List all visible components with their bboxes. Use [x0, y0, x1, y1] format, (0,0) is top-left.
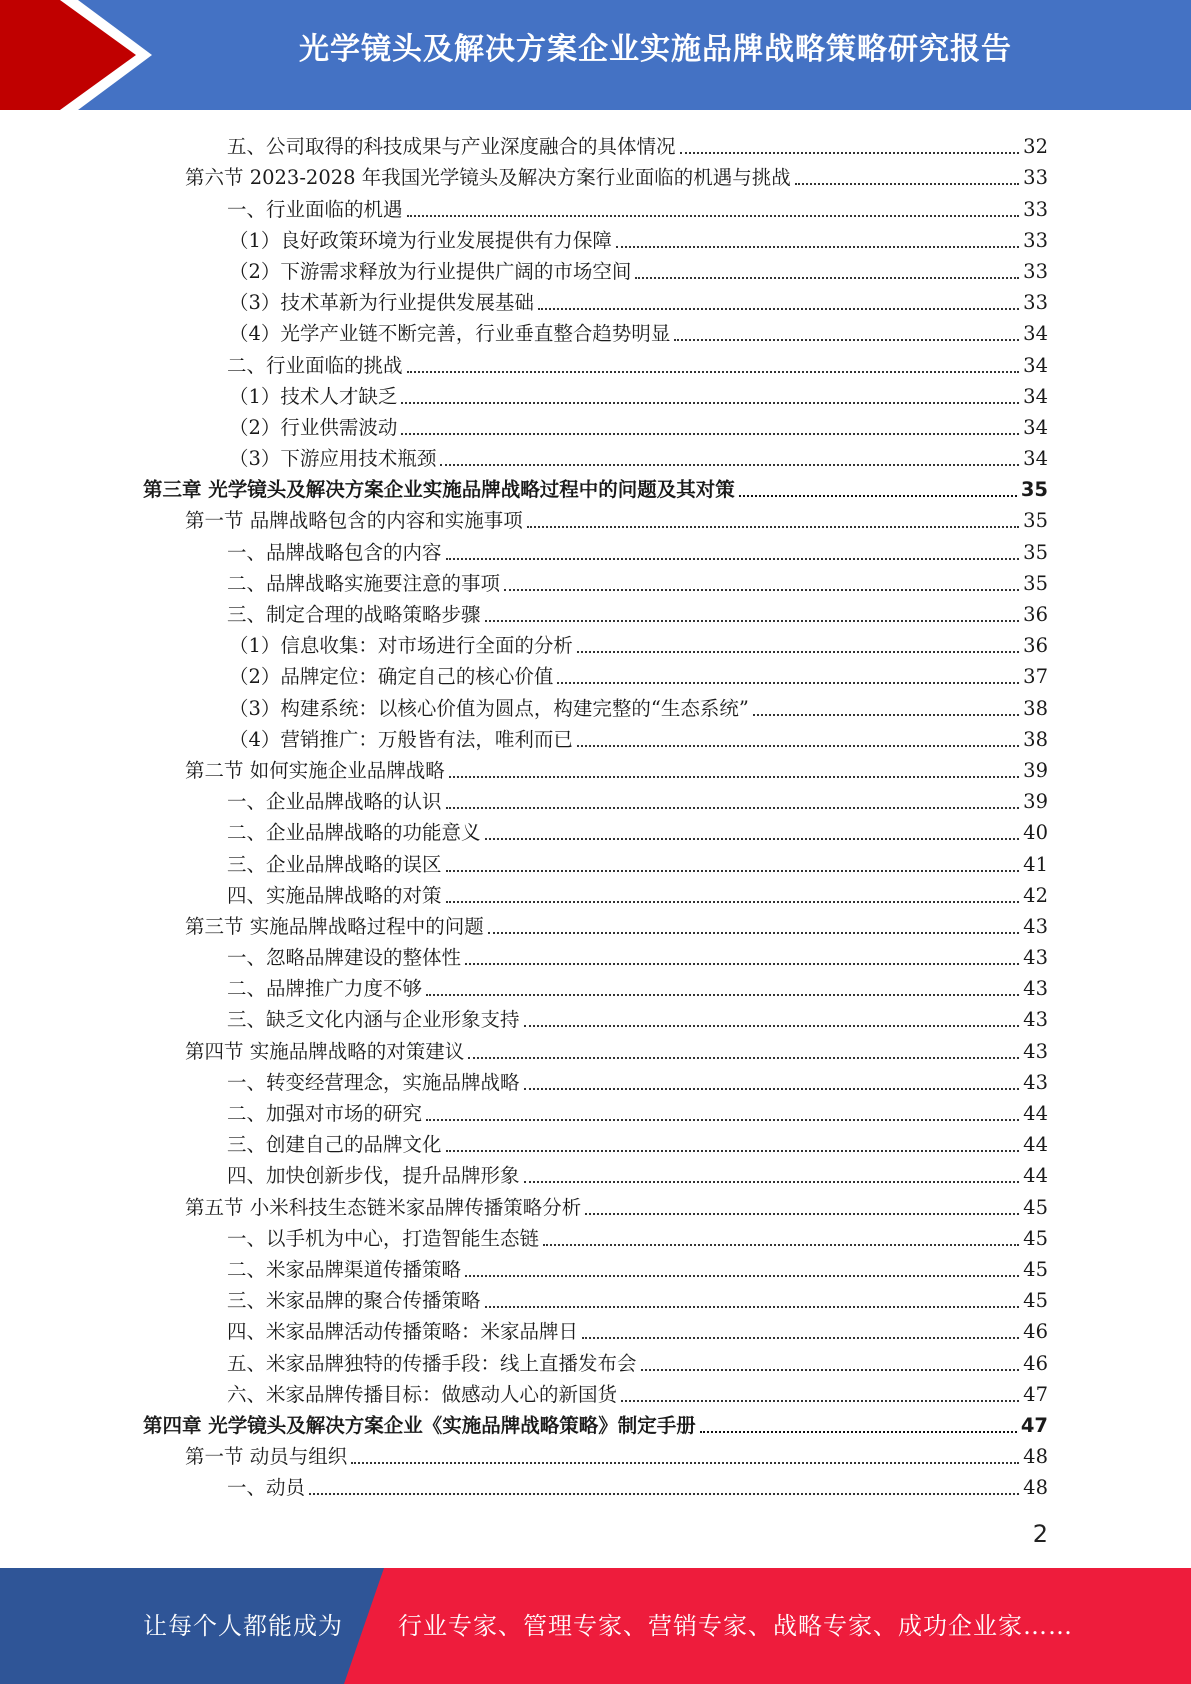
- toc-dot-leader: [401, 433, 1019, 435]
- toc-dot-leader: [504, 589, 1019, 591]
- toc-subsection-entry[interactable]: [143, 409, 1048, 440]
- toc-dot-leader: [674, 339, 1019, 341]
- toc-dot-leader: [446, 1150, 1020, 1152]
- toc-subsection-entry[interactable]: [143, 378, 1048, 409]
- toc-entry-title: 第五节 小米科技生态链米家品牌传播策略分析: [185, 1195, 582, 1219]
- toc-subsection-entry[interactable]: [143, 1126, 1048, 1157]
- toc-entry-page: 35: [1023, 509, 1048, 533]
- toc-entry-page: 34: [1023, 447, 1048, 471]
- toc-subsection-entry[interactable]: [143, 596, 1048, 627]
- toc-subsection-entry[interactable]: [143, 1313, 1048, 1344]
- toc-entry-title: 一、忽略品牌建设的整体性: [227, 946, 462, 970]
- toc-chapter-entry[interactable]: [143, 1407, 1048, 1438]
- toc-dot-leader: [488, 932, 1019, 934]
- toc-dot-leader: [465, 1275, 1019, 1277]
- toc-subsection-entry[interactable]: [143, 1220, 1048, 1251]
- toc-subsection-entry[interactable]: [143, 1001, 1048, 1032]
- toc-subsection-entry[interactable]: [143, 658, 1048, 689]
- toc-dot-leader: [739, 495, 1017, 497]
- toc-subsection-entry[interactable]: [143, 565, 1048, 596]
- toc-section-entry[interactable]: [143, 908, 1048, 939]
- toc-entry-title: 四、实施品牌战略的对策: [227, 883, 442, 907]
- toc-dot-leader: [635, 277, 1019, 279]
- toc-entry-page: 45: [1023, 1226, 1048, 1250]
- toc-entry-page: 39: [1023, 790, 1048, 814]
- report-title: 光学镜头及解决方案企业实施品牌战略策略研究报告: [299, 32, 1012, 67]
- toc-entry-page: 46: [1023, 1351, 1048, 1375]
- page-header: [0, 0, 1191, 110]
- toc-entry-page: 43: [1023, 1039, 1048, 1063]
- header-arrow-decoration: [0, 0, 160, 110]
- toc-entry-page: 35: [1020, 478, 1048, 502]
- toc-dot-leader: [485, 838, 1020, 840]
- toc-dot-leader: [446, 901, 1020, 903]
- toc-entry-title: （1）信息收集：对市场进行全面的分析: [229, 634, 573, 658]
- toc-entry-title: （2）下游需求释放为行业提供广阔的市场空间: [229, 259, 632, 283]
- toc-dot-leader: [407, 215, 1020, 217]
- toc-subsection-entry[interactable]: [143, 783, 1048, 814]
- toc-entry-title: 一、动员: [227, 1476, 306, 1500]
- toc-entry-page: 35: [1023, 571, 1048, 595]
- toc-subsection-entry[interactable]: [143, 190, 1048, 221]
- toc-dot-leader: [485, 620, 1020, 622]
- toc-subsection-entry[interactable]: [143, 1344, 1048, 1375]
- toc-dot-leader: [446, 807, 1020, 809]
- toc-dot-leader: [621, 1400, 1019, 1402]
- toc-entry-title: 五、米家品牌独特的传播手段：线上直播发布会: [227, 1351, 637, 1375]
- toc-entry-title: 一、行业面临的机遇: [227, 197, 403, 221]
- toc-entry-page: 48: [1023, 1445, 1048, 1469]
- toc-entry-title: 二、品牌战略实施要注意的事项: [227, 571, 501, 595]
- toc-entry-title: 一、品牌战略包含的内容: [227, 540, 442, 564]
- toc-subsection-entry[interactable]: [143, 346, 1048, 377]
- toc-subsection-entry[interactable]: [143, 877, 1048, 908]
- toc-dot-leader: [543, 1244, 1019, 1246]
- toc-entry-title: 三、制定合理的战略策略步骤: [227, 603, 481, 626]
- toc-entry-title: 第二节 如何实施企业品牌战略: [185, 758, 445, 782]
- toc-entry-page: 44: [1023, 1164, 1048, 1188]
- toc-entry-title: 一、企业品牌战略的认识: [227, 790, 442, 814]
- toc-subsection-entry[interactable]: [143, 440, 1048, 471]
- toc-entry-page: 39: [1023, 758, 1048, 782]
- toc-entry-page: 32: [1023, 135, 1048, 159]
- footer-slogan-left: 让每个人都能成为: [143, 1612, 343, 1640]
- toc-entry-page: 43: [1023, 977, 1048, 1001]
- toc-dot-leader: [538, 308, 1019, 310]
- toc-subsection-entry[interactable]: [143, 845, 1048, 876]
- toc-section-entry[interactable]: [143, 752, 1048, 783]
- toc-dot-leader: [468, 1057, 1019, 1059]
- toc-subsection-entry[interactable]: [143, 814, 1048, 845]
- toc-entry-title: 二、行业面临的挑战: [227, 353, 403, 377]
- toc-entry-page: 44: [1023, 1102, 1048, 1125]
- toc-entry-page: 36: [1023, 634, 1048, 658]
- toc-entry-page: 47: [1023, 1382, 1048, 1406]
- toc-entry-page: 38: [1023, 727, 1048, 751]
- toc-dot-leader: [449, 776, 1019, 778]
- toc-entry-page: 33: [1023, 291, 1048, 315]
- toc-subsection-entry[interactable]: [143, 689, 1048, 720]
- toc-entry-title: 二、加强对市场的研究: [227, 1102, 423, 1125]
- toc-entry-page: 46: [1023, 1320, 1048, 1344]
- toc-entry-title: 三、企业品牌战略的误区: [227, 852, 442, 876]
- toc-entry-title: 二、品牌推广力度不够: [227, 977, 423, 1001]
- toc-dot-leader: [465, 963, 1019, 965]
- toc-entry-title: 三、米家品牌的聚合传播策略: [227, 1289, 481, 1313]
- footer-slogan-right: 行业专家、管理专家、营销专家、战略专家、成功企业家……: [398, 1612, 1073, 1640]
- toc-entry-page: 40: [1023, 821, 1048, 845]
- toc-subsection-entry[interactable]: [143, 1376, 1048, 1407]
- toc-dot-leader: [577, 745, 1019, 747]
- toc-subsection-entry[interactable]: [143, 315, 1048, 346]
- toc-dot-leader: [577, 651, 1019, 653]
- toc-entry-page: 42: [1023, 883, 1048, 907]
- toc-subsection-entry[interactable]: [143, 284, 1048, 315]
- toc-entry-page: 33: [1023, 197, 1048, 221]
- toc-dot-leader: [753, 714, 1019, 716]
- toc-entry-title: 第一节 品牌战略包含的内容和实施事项: [185, 509, 523, 533]
- toc-entry-title: 六、米家品牌传播目标：做感动人心的新国货: [227, 1382, 618, 1406]
- toc-entry-page: 33: [1023, 228, 1048, 252]
- toc-subsection-entry[interactable]: [143, 721, 1048, 752]
- toc-entry-title: 第六节 2023-2028 年我国光学镜头及解决方案行业面临的机遇与挑战: [185, 166, 791, 190]
- toc-entry-title: （3）下游应用技术瓶颈: [229, 447, 437, 471]
- toc-entry-page: 43: [1023, 1008, 1048, 1032]
- toc-entry-page: 45: [1023, 1257, 1048, 1281]
- toc-entry-page: 43: [1023, 914, 1048, 938]
- toc-entry-title: （3）构建系统：以核心价值为圆点，构建完整的“生态系统”: [229, 696, 749, 720]
- toc-entry-page: 48: [1023, 1476, 1048, 1500]
- toc-entry-title: 第三节 实施品牌战略过程中的问题: [185, 914, 484, 938]
- toc-dot-leader: [446, 558, 1020, 560]
- toc-subsection-entry[interactable]: [143, 1251, 1048, 1282]
- toc-dot-leader: [446, 870, 1020, 872]
- toc-entry-title: 第一节 动员与组织: [185, 1445, 348, 1469]
- toc-section-entry[interactable]: [143, 1188, 1048, 1219]
- toc-subsection-entry[interactable]: [143, 1095, 1048, 1126]
- toc-entry-page: 34: [1023, 384, 1048, 408]
- toc-subsection-entry[interactable]: [143, 1157, 1048, 1188]
- toc-subsection-entry[interactable]: [143, 128, 1048, 159]
- toc-entry-title: （3）技术革新为行业提供发展基础: [229, 291, 534, 315]
- toc-entry-title: 五、公司取得的科技成果与产业深度融合的具体情况: [227, 135, 676, 159]
- toc-entry-title: （4）营销推广：万般皆有法，唯利而已: [229, 727, 573, 751]
- toc-entry-title: （1）良好政策环境为行业发展提供有力保障: [229, 228, 612, 252]
- page-number: 2: [1032, 1520, 1048, 1548]
- toc-entry-title: 四、加快创新步伐，提升品牌形象: [227, 1164, 520, 1188]
- toc-dot-leader: [524, 1088, 1020, 1090]
- toc-entry-title: 一、转变经营理念，实施品牌战略: [227, 1070, 520, 1094]
- toc-dot-leader: [641, 1369, 1020, 1371]
- toc-entry-page: 47: [1020, 1413, 1048, 1437]
- toc-section-entry[interactable]: [143, 1438, 1048, 1469]
- toc-entry-title: 三、创建自己的品牌文化: [227, 1133, 442, 1157]
- toc-subsection-entry[interactable]: [143, 253, 1048, 284]
- toc-entry-page: 33: [1023, 259, 1048, 283]
- toc-entry-title: 第四节 实施品牌战略的对策建议: [185, 1039, 465, 1063]
- toc-chapter-entry[interactable]: [143, 471, 1048, 502]
- toc-dot-leader: [527, 526, 1019, 528]
- toc-dot-leader: [524, 1025, 1020, 1027]
- toc-subsection-entry[interactable]: [143, 1064, 1048, 1095]
- toc-entry-page: 37: [1023, 665, 1048, 689]
- toc-subsection-entry[interactable]: [143, 1469, 1048, 1500]
- toc-entry-page: 43: [1023, 946, 1048, 970]
- toc-subsection-entry[interactable]: [143, 1282, 1048, 1313]
- toc-entry-title: （2）行业供需波动: [229, 415, 398, 439]
- toc-subsection-entry[interactable]: [143, 222, 1048, 253]
- toc-entry-title: 第三章 光学镜头及解决方案企业实施品牌战略过程中的问题及其对策: [143, 478, 735, 502]
- toc-dot-leader: [426, 994, 1019, 996]
- toc-subsection-entry[interactable]: [143, 627, 1048, 658]
- toc-entry-title: 三、缺乏文化内涵与企业形象支持: [227, 1008, 520, 1032]
- toc-subsection-entry[interactable]: [143, 970, 1048, 1001]
- toc-dot-leader: [524, 1181, 1020, 1183]
- toc-entry-page: 44: [1023, 1133, 1048, 1157]
- toc-entry-page: 36: [1023, 603, 1048, 626]
- toc-dot-leader: [426, 1119, 1019, 1121]
- table-of-contents: [143, 128, 1048, 1500]
- toc-entry-title: 一、以手机为中心，打造智能生态链: [227, 1226, 540, 1250]
- toc-entry-page: 45: [1023, 1289, 1048, 1313]
- toc-dot-leader: [440, 464, 1019, 466]
- toc-entry-title: （1）技术人才缺乏: [229, 384, 398, 408]
- toc-entry-title: 二、米家品牌渠道传播策略: [227, 1257, 462, 1281]
- toc-entry-title: 第四章 光学镜头及解决方案企业《实施品牌战略策略》制定手册: [143, 1413, 696, 1437]
- toc-dot-leader: [351, 1462, 1019, 1464]
- toc-entry-page: 38: [1023, 696, 1048, 720]
- toc-entry-page: 45: [1023, 1195, 1048, 1219]
- toc-section-entry[interactable]: [143, 502, 1048, 533]
- page-footer: [0, 1568, 1191, 1684]
- toc-dot-leader: [616, 246, 1019, 248]
- toc-dot-leader: [557, 682, 1019, 684]
- toc-entry-page: 43: [1023, 1070, 1048, 1094]
- toc-entry-page: 35: [1023, 540, 1048, 564]
- toc-entry-page: 34: [1023, 353, 1048, 377]
- toc-section-entry[interactable]: [143, 1032, 1048, 1063]
- toc-section-entry[interactable]: [143, 159, 1048, 190]
- toc-dot-leader: [309, 1493, 1019, 1495]
- toc-entry-title: （2）品牌定位：确定自己的核心价值: [229, 665, 554, 689]
- toc-entry-page: 33: [1023, 166, 1048, 190]
- toc-entry-title: 四、米家品牌活动传播策略：米家品牌日: [227, 1320, 579, 1344]
- toc-dot-leader: [582, 1337, 1019, 1339]
- toc-dot-leader: [680, 152, 1020, 154]
- toc-dot-leader: [485, 1306, 1020, 1308]
- toc-dot-leader: [795, 183, 1019, 185]
- toc-dot-leader: [700, 1431, 1017, 1433]
- toc-entry-page: 34: [1023, 322, 1048, 346]
- toc-entry-page: 41: [1023, 852, 1048, 876]
- toc-subsection-entry[interactable]: [143, 939, 1048, 970]
- toc-entry-page: 34: [1023, 415, 1048, 439]
- toc-dot-leader: [407, 371, 1020, 373]
- toc-entry-title: （4）光学产业链不断完善，行业垂直整合趋势明显: [229, 322, 671, 346]
- toc-subsection-entry[interactable]: [143, 533, 1048, 564]
- toc-dot-leader: [401, 402, 1019, 404]
- toc-dot-leader: [585, 1213, 1019, 1215]
- toc-entry-title: 二、企业品牌战略的功能意义: [227, 821, 481, 845]
